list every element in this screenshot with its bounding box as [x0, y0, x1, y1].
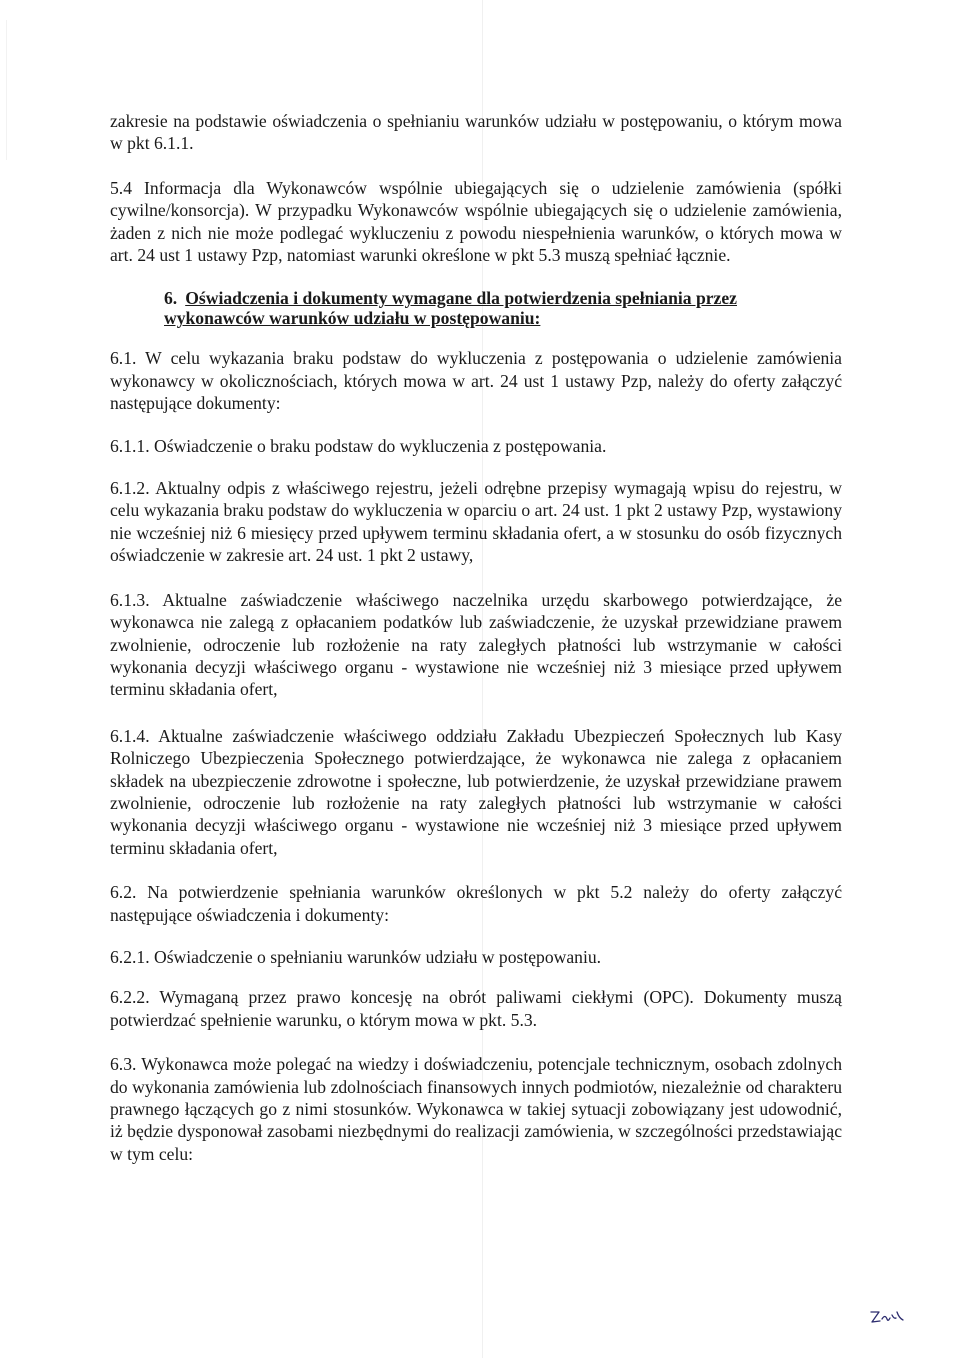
paragraph-6-1-4: 6.1.4. Aktualne zaświadczenie właściwego oddziału Zakładu Ubezpieczeń Społecznych lub Kasy Rolniczego Ubezpieczenia Społecznego potwierdzające, że wykonawca nie zalega z opłacaniem składek na ubezpieczenie zdrowotne i społeczne, lub potwierdzenie, że uzyskał przewidziane prawem zwolnienie, odroczenie lub rozłożenie na raty zaległych płatności lub wstrzymanie w całości wykonania decyzji właściwego organu - wystawione nie wcześniej niż 3 miesiące przed upływem terminu składania ofert,: [110, 725, 842, 858]
paragraph-6-1: 6.1. W celu wykazania braku podstaw do wykluczenia z postępowania o udzielenie zamówienia wykonawcy w okolicznościach, których mowa w art. 24 ust 1 ustawy Pzp, należy do oferty załączyć następujące dokumenty:: [110, 348, 842, 414]
paragraph-5-3-continuation: zakresie na podstawie oświadczenia o spełnianiu warunków udziału w postępowaniu, o którym mowa w pkt 6.1.1.: [110, 111, 842, 154]
paragraph-6-2: 6.2. Na potwierdzenie spełniania warunków określonych w pkt 5.2 należy do oferty załączyć następujące oświadczenia i dokumenty:: [110, 882, 842, 925]
document-page: [110, 110, 842, 1165]
section-6-heading: [164, 288, 842, 328]
paragraph-6-1-1: 6.1.1. Oświadczenie o braku podstaw do wykluczenia z postępowania.: [110, 435, 607, 456]
paragraph-6-2-2: 6.2.2. Wymaganą przez prawo koncesję na obrót paliwami ciekłymi (OPC). Dokumenty muszą potwierdzać spełnienie warunku, o którym mowa w pkt. 5.3.: [110, 987, 842, 1030]
paragraph-6-3: 6.3. Wykonawca może polegać na wiedzy i doświadczeniu, potencjale technicznym, osobach zdolnych do wykonania zamówienia lub zdolnościach finansowych innych podmiotów, niezależnie od charakteru prawnego łączących go z nimi stosunków. Wykonawca w takiej sytuacji zobowiązany jest udowodnić, iż będzie dysponował zasobami niezbędnymi do realizacji zamówienia, w szczególności przedstawiając w tym celu:: [110, 1054, 842, 1164]
handwritten-initials-signature: [868, 1306, 908, 1328]
scan-edge-mark: [6, 20, 7, 160]
paragraph-6-1-2: 6.1.2. Aktualny odpis z właściwego rejestru, jeżeli odrębne przepisy wymagają wpisu do rejestru, w celu wykazania braku podstaw do wykluczenia w oparciu o art. 24 ust. 1 pkt 2 ustawy Pzp, wystawiony nie wcześniej niż 6 miesięcy przed upływem terminu składania ofert, a w stosunku do osób fizycznych oświadczenie w zakresie art. 24 ust. 1 pkt 2 ustawy,: [110, 478, 842, 566]
paragraph-6-2-1: 6.2.1. Oświadczenie o spełnianiu warunków udziału w postępowaniu.: [110, 946, 602, 967]
paragraph-6-1-3: 6.1.3. Aktualne zaświadczenie właściwego naczelnika urzędu skarbowego potwierdzające, że wykonawca nie zalegą z opłacaniem podatków lub zaświadczenie, że uzyskał przewidziane prawem zwolnienie, odroczenie lub rozłożenie na raty zaległych płatności lub wstrzymanie w całości wykonania decyzji właściwego organu - wystawione nie wcześniej niż 3 miesiące przed upływem terminu składania ofert,: [110, 589, 842, 700]
paragraph-5-4: 5.4 Informacja dla Wykonawców wspólnie ubiegających się o udzielenie zamówienia (spółki cywilne/konsorcja). W przypadku Wykonawców wspólnie ubiegających się o udzielenie zamówienia, żaden z nich nie może podlegać wykluczeniu z powodu niespełnienia warunków, o których mowa w art. 24 ust 1 ustawy Pzp, natomiast warunki określone w pkt 5.3 muszą spełniać łącznie.: [110, 177, 842, 266]
section-6-title: Oświadczenia i dokumenty wymagane dla potwierdzenia spełniania przez wykonawców warunków udziału w postępowaniu:: [164, 288, 737, 329]
section-6-number: 6.: [164, 288, 178, 309]
